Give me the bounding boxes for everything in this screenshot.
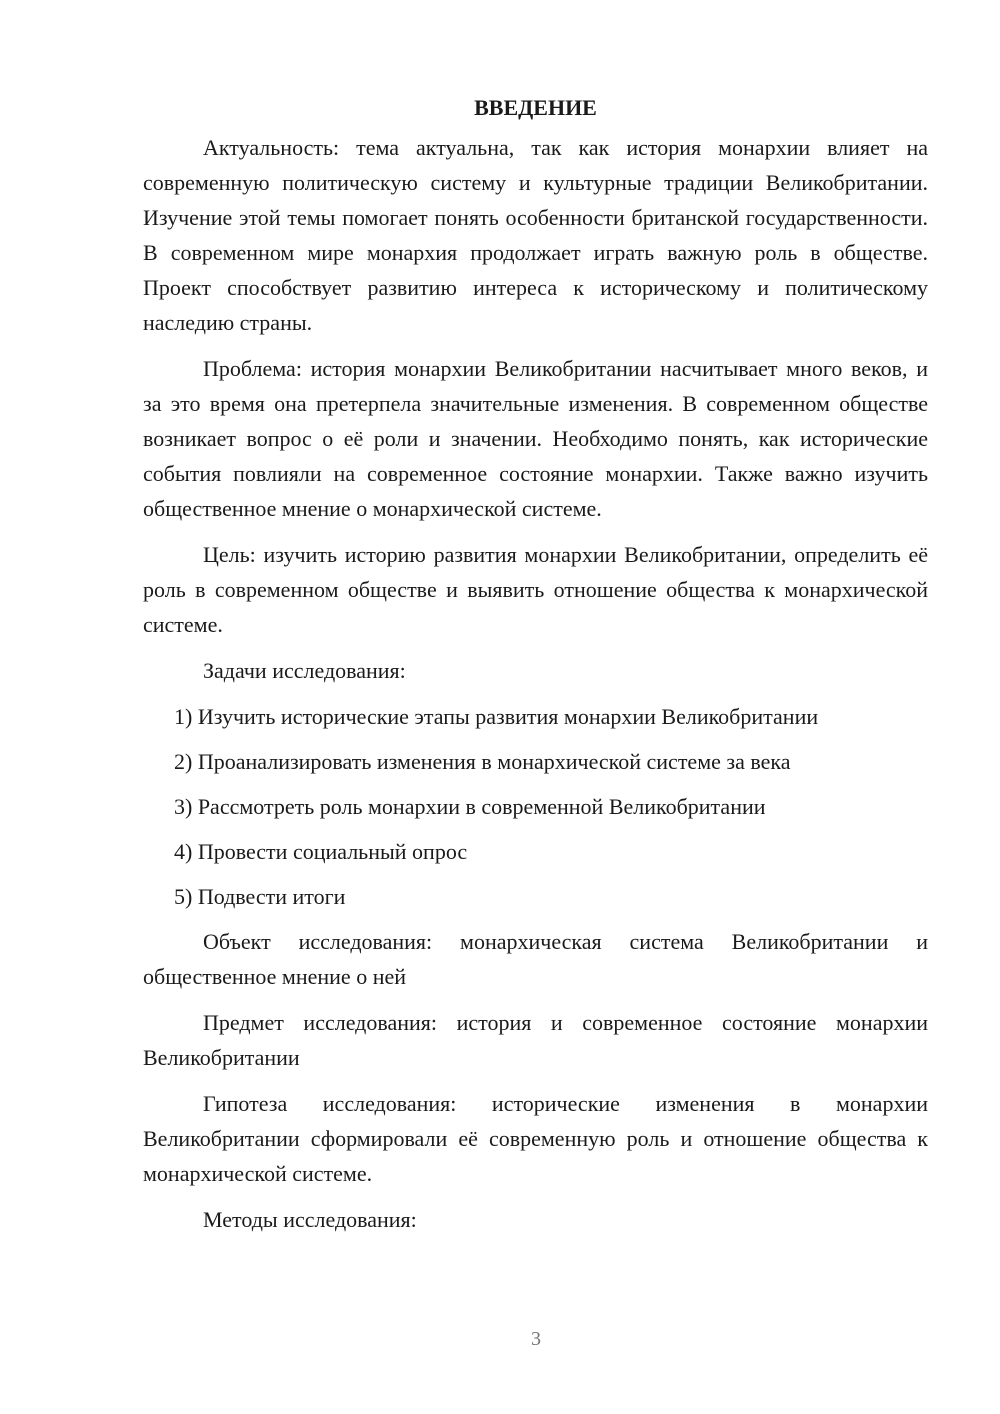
- paragraph-relevance: Актуальность: тема актуальна, так как история монархии влияет на современную политическую систему и культурные традиции Великобритании. Изучение этой темы помогает понять особенности британской государственности. В современном мире монархия продолжает играть важную роль в обществе. Проект способствует развитию интереса к историческому и политическому наследию страны.: [143, 135, 928, 335]
- paragraph-goal: Цель: изучить историю развития монархии Великобритании, определить её роль в современном обществе и выявить отношение общества к монархической системе.: [143, 542, 928, 637]
- tasks-list: [143, 699, 928, 914]
- paragraph-problem: Проблема: история монархии Великобритании насчитывает много веков, и за это время она претерпела значительные изменения. В современном обществе возникает вопрос о её роли и значении. Необходимо понять, как исторические события повлияли на современное состояние монархии. Также важно изучить общественное мнение о монархической системе.: [143, 356, 928, 521]
- paragraph-object: Объект исследования: монархическая система Великобритании и общественное мнение о ней: [143, 929, 928, 989]
- paragraph-subject: Предмет исследования: история и современное состояние монархии Великобритании: [143, 1010, 928, 1070]
- page-number: 3: [531, 1328, 541, 1350]
- methods-heading: Методы исследования:: [203, 1207, 417, 1232]
- tasks-heading: Задачи исследования:: [203, 658, 406, 683]
- page-body: [143, 90, 928, 1248]
- paragraph-hypothesis: Гипотеза исследования: исторические изменения в монархии Великобритании сформировали её современную роль и отношение общества к монархической системе.: [143, 1091, 928, 1186]
- list-item: 5) Подвести итоги: [174, 884, 346, 909]
- list-item: 1) Изучить исторические этапы развития монархии Великобритании: [174, 704, 819, 729]
- list-item: 2) Проанализировать изменения в монархической системе за века: [174, 749, 791, 774]
- list-item: 3) Рассмотреть роль монархии в современной Великобритании: [174, 794, 766, 819]
- page-title: ВВЕДЕНИЕ: [474, 95, 597, 120]
- list-item: 4) Провести социальный опрос: [174, 839, 468, 864]
